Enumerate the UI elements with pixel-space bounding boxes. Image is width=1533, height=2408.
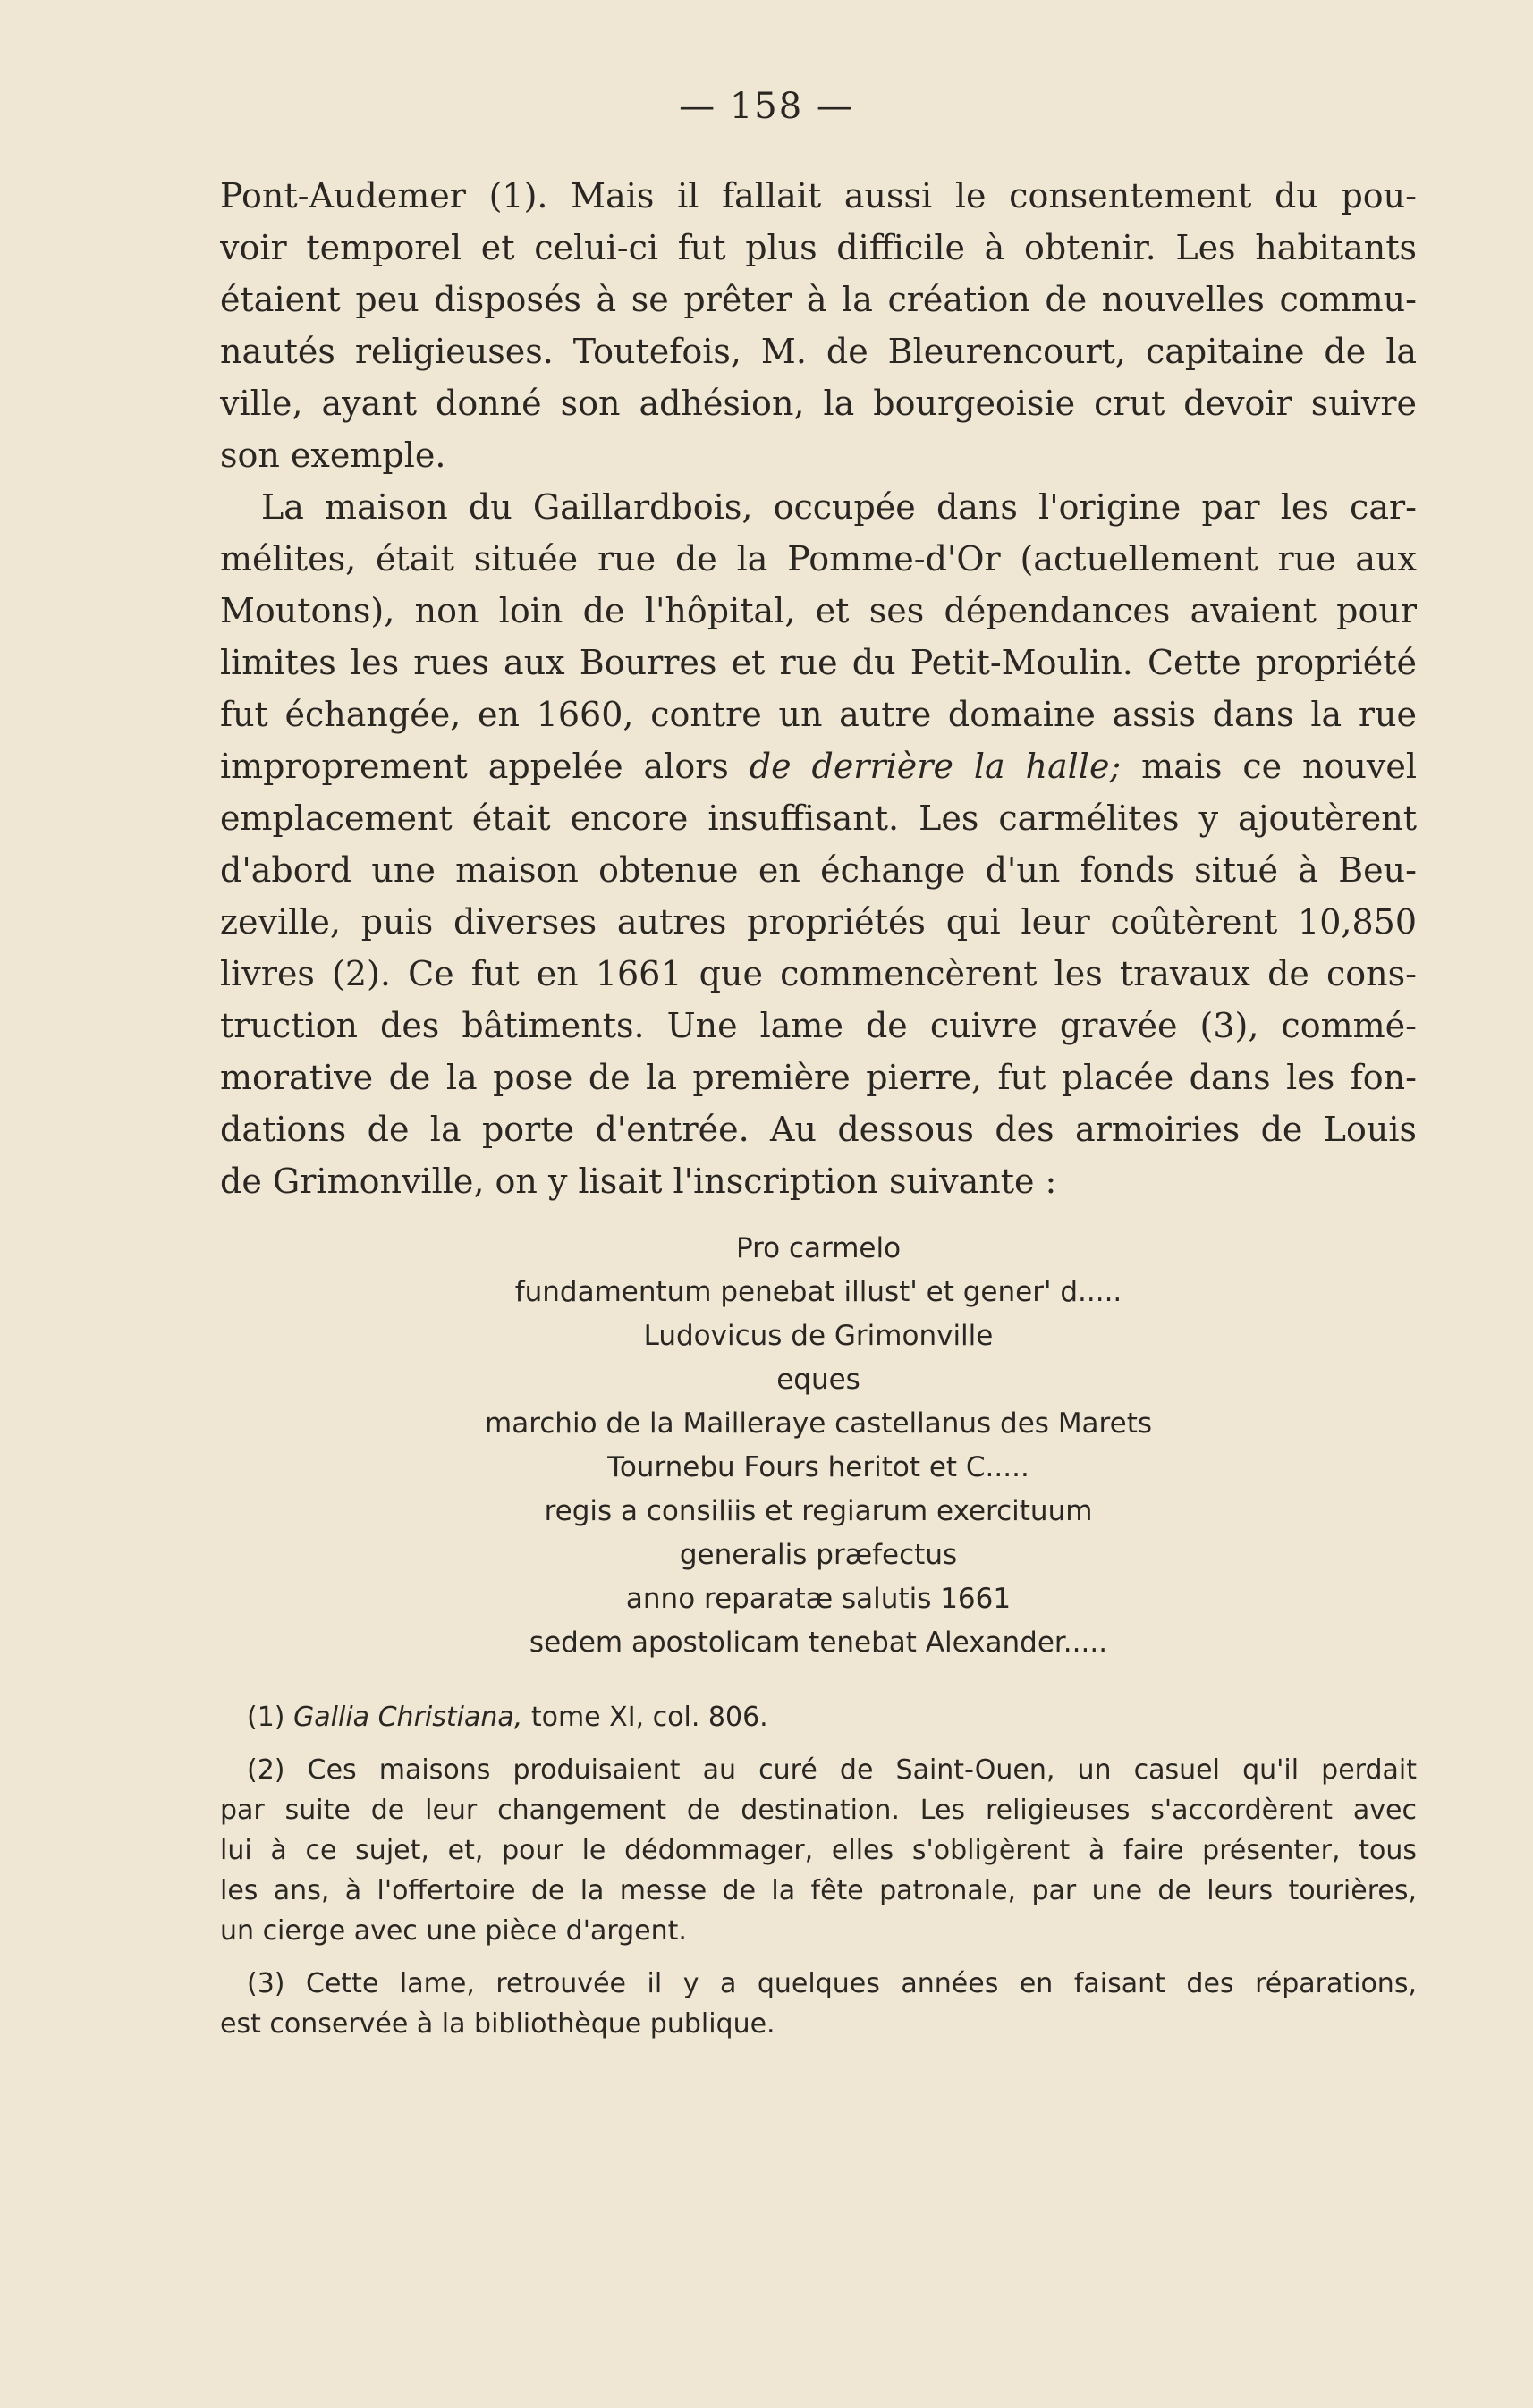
footnote-text: tome XI, col. 806. (530, 1702, 768, 1733)
paragraph-start-line: La maison du Gaillardbois, occupée dans l'origine par les car- (261, 487, 1417, 527)
body-line: ville, ayant donné son adhésion, la bourgeoisie crut devoir suivre (220, 384, 1417, 423)
inscription-line: generalis præfectus (679, 1539, 958, 1571)
body-line: emplacement était encore insuffisant. Les carmélites y ajoutèrent (220, 798, 1417, 838)
inscription-line: Ludovicus de Grimonville (643, 1320, 994, 1352)
footnote-title: Gallia Christiana, (293, 1702, 523, 1733)
body-line: limites les rues aux Bourres et rue du Petit-Moulin. Cette propriété (220, 643, 1417, 682)
body-line: livres (2). Ce fut en 1661 que commencèrent les travaux de cons- (220, 954, 1417, 993)
inscription-line: eques (776, 1364, 860, 1396)
footnote-line: par suite de leur changement de destination. Les religieuses s'accordèrent avec (220, 1795, 1417, 1826)
body-line: dations de la porte d'entrée. Au dessous des armoiries de Louis (220, 1110, 1417, 1149)
inscription-line: sedem apostolicam tenebat Alexander..... (529, 1626, 1108, 1659)
footnote-3 (220, 1964, 1417, 2044)
italic-phrase: de derrière la halle; (749, 747, 1122, 786)
inscription-line: Pro carmelo (735, 1232, 902, 1264)
footnote-1 (220, 1697, 1417, 1737)
body-text-segment: mais ce nouvel (1141, 747, 1417, 786)
inscription-block (220, 1227, 1417, 1665)
body-line: son exemple. (220, 435, 446, 475)
footnote-line: est conservée à la bibliothèque publique. (220, 2008, 775, 2040)
footnote-line: les ans, à l'offertoire de la messe de la fête patronale, par une de leurs tourières, (220, 1875, 1417, 1906)
footnote-line (220, 1697, 1417, 1737)
body-line: fut échangée, en 1660, contre un autre domaine assis dans la rue (220, 695, 1417, 734)
body-line-mixed (220, 740, 1417, 792)
body-line: nautés religieuses. Toutefois, M. de Bleurencourt, capitaine de la (220, 332, 1417, 371)
inscription-line: marchio de la Mailleraye castellanus des Marets (485, 1407, 1152, 1440)
body-line: mélites, était située rue de la Pomme-d'Or (actuellement rue aux (220, 539, 1417, 579)
inscription-line: regis a consiliis et regiarum exercituum (544, 1495, 1093, 1527)
inscription-line: Tournebu Fours heritot et C..... (607, 1451, 1029, 1483)
body-line: truction des bâtiments. Une lame de cuivre gravée (3), commé- (220, 1006, 1417, 1045)
footnotes (220, 1697, 1417, 2057)
inscription-line: fundamentum penebat illust' et gener' d..... (514, 1276, 1122, 1308)
footnote-marker: (1) (247, 1702, 285, 1733)
body-line: étaient peu disposés à se prêter à la création de nouvelles commu- (220, 280, 1417, 319)
body-text-segment: improprement appelée alors (220, 747, 729, 786)
body-text (220, 170, 1417, 1207)
footnote-line: (2) Ces maisons produisaient au curé de Saint-Ouen, un casuel qu'il perdait (247, 1754, 1417, 1786)
footnote-line: lui à ce sujet, et, pour le dédommager, elles s'obligèrent à faire présenter, tous (220, 1835, 1417, 1866)
body-line: voir temporel et celui-ci fut plus difficile à obtenir. Les habitants (220, 228, 1417, 267)
footnote-line: (3) Cette lame, retrouvée il y a quelques années en faisant des réparations, (247, 1968, 1417, 1999)
body-line: morative de la pose de la première pierre, fut placée dans les fon- (220, 1058, 1417, 1097)
body-line: de Grimonville, on y lisait l'inscription suivante : (220, 1162, 1057, 1201)
body-line: Pont-Audemer (1). Mais il fallait aussi le consentement du pou- (220, 176, 1417, 215)
footnote-2 (220, 1750, 1417, 1951)
footnote-line: un cierge avec une pièce d'argent. (220, 1915, 687, 1947)
page-number: — 158 — (679, 86, 854, 127)
body-line: d'abord une maison obtenue en échange d'un fonds situé à Beu- (220, 850, 1417, 890)
inscription-line: anno reparatæ salutis 1661 (625, 1583, 1012, 1615)
body-line: zeville, puis diverses autres propriétés qui leur coûtèrent 10,850 (220, 902, 1417, 942)
body-line: Moutons), non loin de l'hôpital, et ses dépendances avaient pour (220, 591, 1417, 630)
